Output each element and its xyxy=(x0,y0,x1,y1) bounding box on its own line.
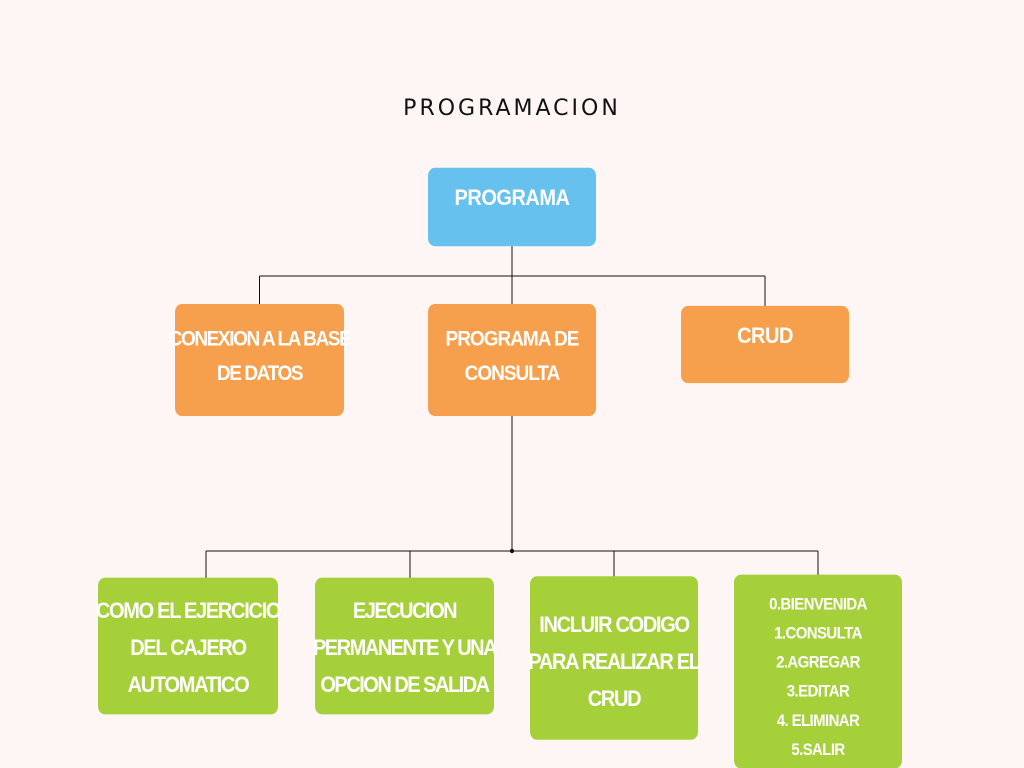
node-text: CRUD xyxy=(737,323,793,349)
diagram-title: PROGRAMACION xyxy=(403,96,621,121)
node-incluir-codigo xyxy=(530,576,698,740)
node-conexion-base-datos xyxy=(168,304,351,416)
node-text: INCLUIR CODIGO xyxy=(539,613,689,638)
node-crud xyxy=(681,306,849,383)
menu-option: 4. ELIMINAR xyxy=(776,711,860,731)
node-ejecucion-permanente xyxy=(312,578,497,715)
node-text: PERMANENTE Y UNA xyxy=(312,635,497,661)
menu-option: 2.AGREGAR xyxy=(776,653,860,673)
node-programa-de-consulta xyxy=(428,304,596,416)
node-text: AUTOMATICO xyxy=(127,672,249,698)
menu-option: 3.EDITAR xyxy=(786,682,850,702)
node-cajero-automatico xyxy=(95,578,281,715)
menu-option: 0.BIENVENIDA xyxy=(769,594,867,614)
node-text: PROGRAMA DE xyxy=(445,327,579,352)
node-text: OPCION DE SALIDA xyxy=(320,672,489,698)
node-text: PARA REALIZAR EL xyxy=(528,650,700,675)
node-text: CRUD xyxy=(587,687,641,712)
menu-option: 1.CONSULTA xyxy=(774,623,862,643)
node-text: CONEXION A LA BASE xyxy=(168,327,351,352)
node-text: DE DATOS xyxy=(216,362,303,386)
node-programa xyxy=(428,168,596,246)
node-text: DEL CAJERO xyxy=(130,635,246,661)
menu-option: 5.SALIR xyxy=(791,740,845,760)
node-text: PROGRAMA xyxy=(454,185,570,211)
node-text: COMO EL EJERCICIO xyxy=(95,598,281,624)
node-text: EJECUCION xyxy=(352,598,457,624)
node-text: CONSULTA xyxy=(464,362,560,386)
node-menu-opciones xyxy=(734,575,902,768)
junction-dot xyxy=(510,549,514,553)
